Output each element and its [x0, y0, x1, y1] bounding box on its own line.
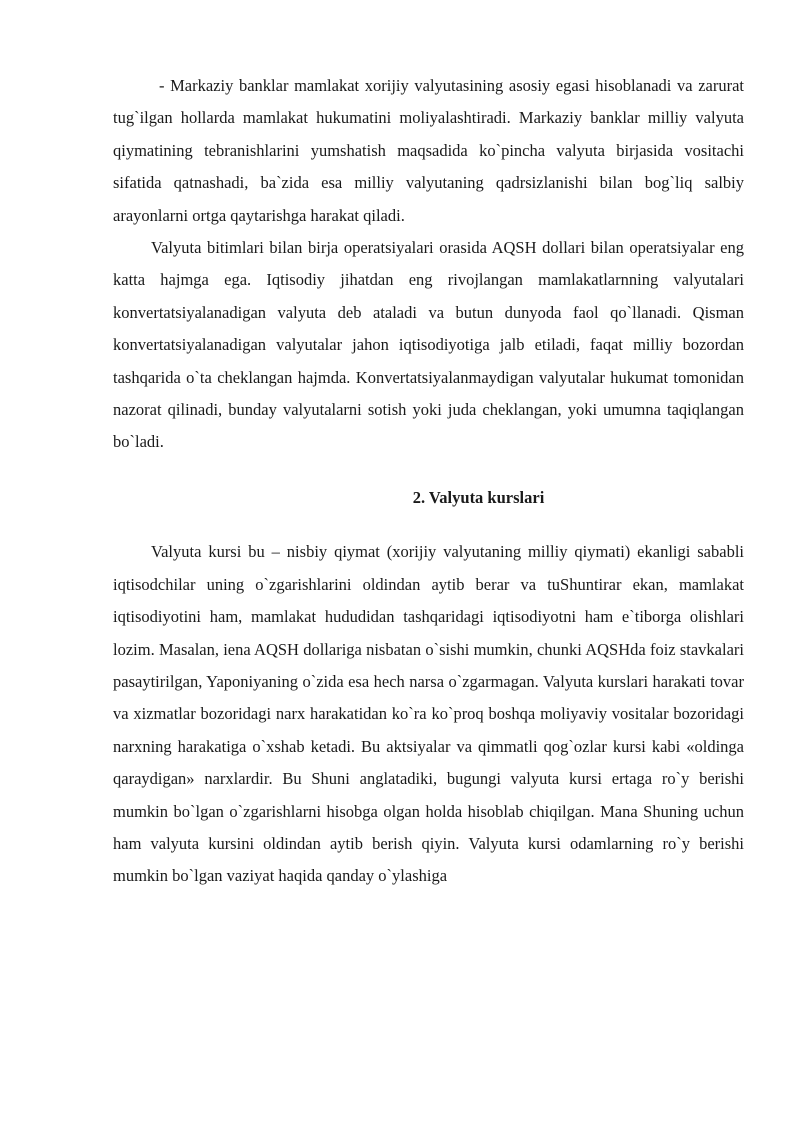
paragraph-central-banks: - Markaziy banklar mamlakat xorijiy valyutasining asosiy egasi hisoblanadi va zarurat tug`ilgan hollarda mamlakat hukumatini moliyalashtiradi. Markaziy banklar milliy valyuta qiymatining tebranishlarini yumshatish maqsadida ko`pincha valyuta birjasida vositachi sifatida qatnashadi, ba`zida esa milliy valyutaning qadrsizlanishi bilan bog`liq salbiy arayonlarni ortga qaytarishga harakat qiladi. [113, 76, 744, 225]
document-page [113, 70, 744, 893]
paragraph-currency-operations: Valyuta bitimlari bilan birja operatsiyalari orasida AQSH dollari bilan operatsiyalar eng katta hajmga ega. Iqtisodiy jihatdan eng rivojlangan mamlakatlarnning valyutalari konvertatsiyalanadigan valyuta deb ataladi va butun dunyoda faol qo`llanadi. Qisman konvertatsiyalanadigan valyutalar jahon iqtisodiyotiga jalb etiladi, faqat milliy bozordan tashqarida o`ta cheklangan hajmda. Konvertatsiyalanmaydigan valyutalar hukumat tomonidan nazorat qilinadi, bunday valyutalarni sotish yoki juda cheklangan, yoki umumna taqiqlangan bo`ladi. [113, 238, 744, 452]
section-heading: 2. Valyuta kurslari [412, 487, 545, 507]
paragraph-exchange-rate: Valyuta kursi bu – nisbiy qiymat (xorijiy valyutaning milliy qiymati) ekanligi sababli iqtisodchilar uning o`zgarishlarini oldindan aytib berar va tuShuntirar ekan, mamlakat iqtisodiyotini ham, mamlakat hududidan tashqaridagi iqtisodiyotni ham e`tiborga olishlari lozim. Masalan, iena AQSH dollariga nisbatan o`sishi mumkin, chunki AQSHda foiz stavkalari pasaytirilgan, Yaponiyaning o`zida esa hech narsa o`zgarmagan. Valyuta kurslari harakati tovar va xizmatlar bozoridagi narx harakatidan ko`ra ko`proq boshqa moliyaviy vositalar bozoridagi narxning harakatiga o`xshab ketadi. Bu aktsiyalar va qimmatli qog`ozlar kursi kabi «oldinga qaraydigan» narxlardir. Bu Shuni anglatadiki, bugungi valyuta kursi ertaga ro`y berishi mumkin bo`lgan o`zgarishlarni hisobga olgan holda hisoblab chiqilgan. Mana Shuning uchun ham valyuta kursini oldindan aytib berish qiyin. Valyuta kursi odamlarning ro`y berishi mumkin bo`lgan vaziyat haqida qanday o`ylashiga [113, 542, 744, 886]
